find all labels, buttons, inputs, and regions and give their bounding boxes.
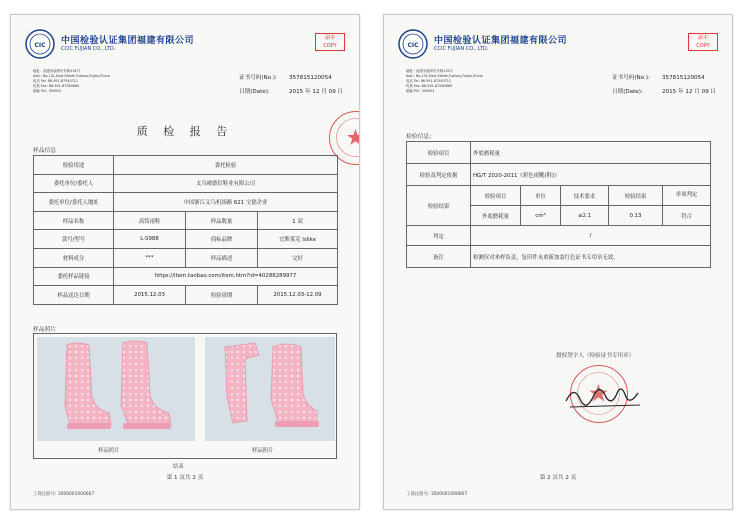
report-date: 2015 年 12 月 09 日 <box>662 89 717 95</box>
sample-info-label: 委托单位/委托人地址 <box>34 193 114 212</box>
ccic-logo-icon <box>25 29 55 59</box>
result-value: 外底磨耗量 <box>471 206 521 226</box>
result-header: 检验结果 <box>609 186 663 206</box>
date-label: 日期(Date): <box>239 89 270 95</box>
note-label: 备注 <box>407 246 471 268</box>
sample-photo-side <box>205 337 335 441</box>
address-line: 邮编 P/C: 350001 <box>406 89 435 93</box>
pink-boots-front-image <box>37 337 195 441</box>
copy-stamp-en: COPY <box>696 43 710 49</box>
sample-info-row <box>34 230 338 249</box>
ccic-logo-icon <box>398 29 428 59</box>
company-address <box>33 69 110 94</box>
judgement-label: 判定 <box>407 226 471 246</box>
result-header: 单项判定 <box>663 186 711 206</box>
row-result-header <box>407 186 711 206</box>
result-value: ≤2.1 <box>561 206 609 226</box>
address-line: 地址：福建省福州市东街131号 <box>33 69 81 73</box>
sample-info-row <box>34 193 338 212</box>
note-value: 检测仅对来样负责，复印件未重新加盖红色证书专用章无效。 <box>471 246 711 268</box>
date-label: 日期(Date): <box>612 89 643 95</box>
cert-number-line <box>612 73 705 81</box>
address-line: 地址：福建省福州市东街131号 <box>406 69 454 73</box>
sample-photo-front <box>37 337 195 441</box>
row-judgement <box>407 226 711 246</box>
row-item <box>407 142 711 164</box>
copy-stamp <box>688 33 718 51</box>
sample-info-value: https://item.taobao.com/item.htm?id=40288289977 <box>114 267 338 286</box>
sample-info-row <box>34 211 338 230</box>
sample-info-value: 中国浙江义乌机场路 621 宝德企业 <box>114 193 338 212</box>
sample-info-value: 1 双 <box>258 211 338 230</box>
copy-stamp-en: COPY <box>323 43 337 49</box>
authorized-signatory-label: 授权签字人（检验证书专用章） <box>556 353 635 359</box>
sample-info-value: 2015.12.03 <box>114 286 186 305</box>
basis-label: 检验及判定依据 <box>407 164 471 186</box>
sample-info-row <box>34 156 338 175</box>
end-mark: 结束 <box>173 464 184 470</box>
sample-info-row <box>34 174 338 193</box>
page-number: 第 2 页共 2 页 <box>539 475 577 481</box>
sample-info-row <box>34 286 338 305</box>
sample-info-label: 样品名称 <box>34 211 114 230</box>
handwritten-signature-icon <box>560 379 646 413</box>
sample-info-value: 义乌晴德信鞋业有限公司 <box>114 174 338 193</box>
address-line: 传真 Fax: 86-591-87580680 <box>406 84 453 88</box>
basis-value: HG/T 2020-2011《彩色雨靴(鞋)》 <box>471 164 711 186</box>
svg-text:CIC: CIC <box>407 42 419 49</box>
photo-caption-2: 样品照片 <box>252 448 274 454</box>
sample-info-row <box>34 248 338 267</box>
item-label: 检验项目 <box>407 142 471 164</box>
sample-info-heading: 样品信息 <box>33 148 57 154</box>
sample-info-label: 商标品牌 <box>186 230 258 249</box>
sample-info-label: 款号/型号 <box>34 230 114 249</box>
sample-info-value: 2015.12.03-12.09 <box>258 286 338 305</box>
sample-info-value: L-S988 <box>114 230 186 249</box>
sample-info-label: 样品描述 <box>186 248 258 267</box>
copy-stamp <box>315 33 345 51</box>
registration-number: 工商注册号: 3500001000667 <box>33 492 95 497</box>
company-address <box>406 69 483 94</box>
address-line: 传真 Fax: 86-591-87580680 <box>33 84 80 88</box>
inspection-info-table <box>406 141 711 268</box>
row-note <box>407 246 711 268</box>
result-value: cm³ <box>521 206 561 226</box>
result-header: 技术要求 <box>561 186 609 206</box>
sample-info-label: 委托样品链接 <box>34 267 114 286</box>
cert-number: 357815120054 <box>662 75 705 81</box>
judgement-value: / <box>471 226 711 246</box>
sample-info-table <box>33 155 338 305</box>
inspection-info-heading: 检验信息: <box>406 134 432 140</box>
result-value: 符合 <box>663 206 711 226</box>
result-value: 0.13 <box>609 206 663 226</box>
sample-info-value: 高筒雨鞋 <box>114 211 186 230</box>
sample-info-label: 检验周期 <box>186 286 258 305</box>
photo-caption-1: 样品照片 <box>98 448 120 454</box>
sample-info-value: 宜斯莱克 lslike <box>258 230 338 249</box>
cert-number-line <box>239 73 332 81</box>
document-title: 质 检 报 告 <box>136 125 234 138</box>
result-label: 检验结果 <box>407 186 471 226</box>
cert-number-label: 证书号码(No.): <box>239 75 277 81</box>
address-line: 邮编 P/C: 350001 <box>33 89 62 93</box>
company-name-en: CCIC FUJIAN CO., LTD. <box>434 46 489 52</box>
sample-info-value: 完好 <box>258 248 338 267</box>
svg-text:CIC: CIC <box>34 42 46 49</box>
sample-info-label: 材料成分 <box>34 248 114 267</box>
sample-photo-heading: 样品照片 <box>33 327 57 333</box>
pink-boots-side-image <box>205 337 335 441</box>
copy-stamp-cn: 副本 <box>324 35 335 41</box>
sample-photo-frame <box>33 333 337 459</box>
item-value: 外底磨耗量 <box>471 142 711 164</box>
page-number: 第 1 页共 2 页 <box>166 475 204 481</box>
sample-info-label: 样品送达日期 <box>34 286 114 305</box>
report-date: 2015 年 12 月 09 日 <box>289 89 344 95</box>
sample-info-value: 委托检验 <box>114 156 338 175</box>
company-name-cn: 中国检验认证集团福建有限公司 <box>61 36 195 46</box>
address-line: Add.: No.131,East Street,Fuzhou,Fujian,China <box>406 74 483 78</box>
cert-number: 357815120054 <box>289 75 332 81</box>
cert-number-label: 证书号码(No.): <box>612 75 650 81</box>
result-header: 单位 <box>521 186 561 206</box>
address-line: Add.: No.131,East Street,Fuzhou,Fujian,China <box>33 74 110 78</box>
address-line: 电话 Tel: 86-591-87540711 <box>406 79 452 83</box>
copy-stamp-cn: 副本 <box>697 35 708 41</box>
report-page-2 <box>383 14 733 510</box>
result-header: 检验项目 <box>471 186 521 206</box>
address-line: 电话 Tel: 86-591-87540711 <box>33 79 79 83</box>
sample-info-value: *** <box>114 248 186 267</box>
sample-info-label: 检验用途 <box>34 156 114 175</box>
registration-number: 工商注册号: 3500001000667 <box>406 492 468 497</box>
sample-info-label: 样品数量 <box>186 211 258 230</box>
company-name-en: CCIC FUJIAN CO., LTD. <box>61 46 116 52</box>
company-name-cn: 中国检验认证集团福建有限公司 <box>434 36 568 46</box>
sample-info-label: 委托单位/委托人 <box>34 174 114 193</box>
sample-info-row <box>34 267 338 286</box>
date-line <box>239 87 343 95</box>
report-page-1 <box>10 14 360 510</box>
row-basis <box>407 164 711 186</box>
date-line <box>612 87 716 95</box>
